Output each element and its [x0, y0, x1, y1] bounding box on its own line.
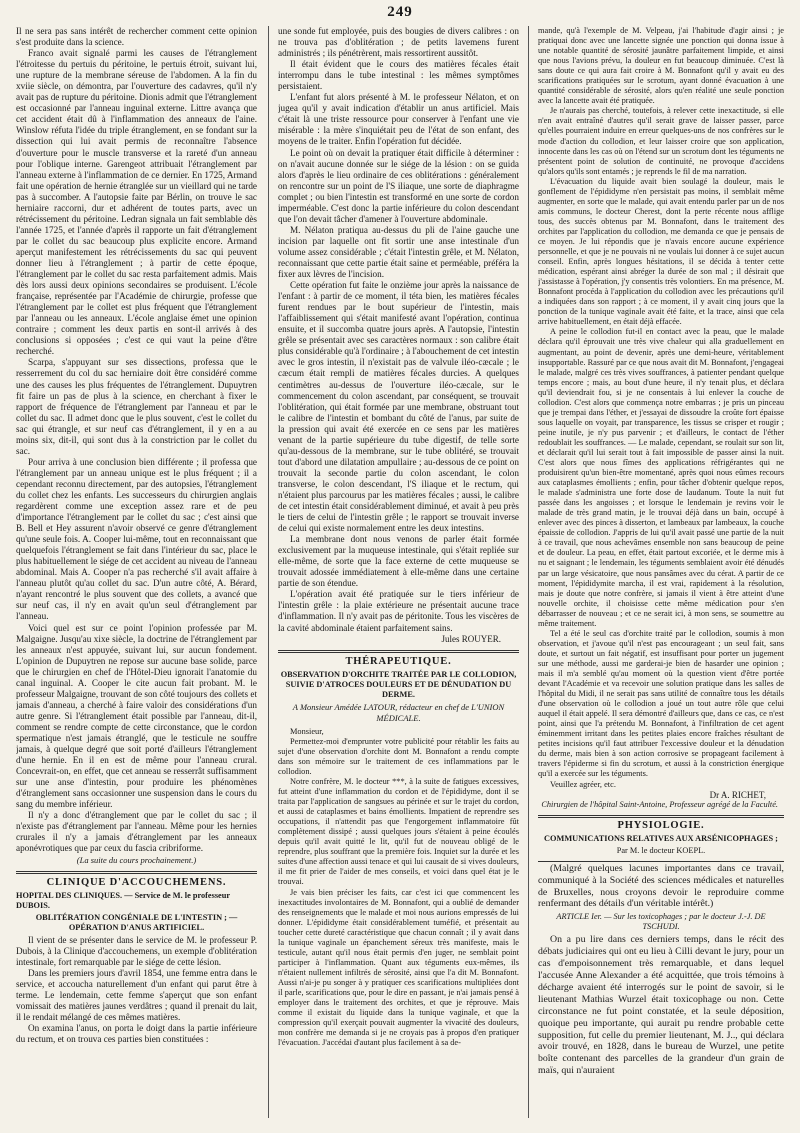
paragraph: Le point où on devait la pratiquer était difficile à déterminer : on n'avait aucune donnée sur le siége de la lésion : on se guida alors d'après le lieu ordinaire de ces oblitérations : généralement on rencontre sur un point de l'S iliaque, une sorte de diaphragme complet ; ou bien l'intestin est transformé en une sorte de cordon imperméable. C'est donc la partie inférieure du colon descendant que l'on devait tâcher d'amener à l'ouverture abdominale.	[278, 147, 519, 224]
paragraph: Il était évident que le cours des matières fécales était interrompu dans le tube intestinal : les mêmes symptômes persistaient.	[278, 59, 519, 92]
paragraph: Pour arriva à une conclusion bien différente ; il professa que l'étranglement par un anneau unique est le plus fréquent ; il a cependant reconnu directement, par des autopsies, l'étranglement du collet chez les enfants. Les successeurs du chirurgien anglais regardèrent comme une exception assez rare et de peu d'importance l'étranglement par le collet du sac ; c'est ainsi que B. Bell et Hey assurent n'avoir observé ce genre d'étranglement qu'une seule fois. A. Cooper lui-même, tout en reconnaissant que quelquefois l'étranglement se fait dans l'intérieur du sac, place le plus habituellement le siége de cet accident au niveau de l'anneau abdominal. Mais A. Cooper n'a pas recherché s'il avait affaire à l'anneau plutôt qu'au collet du sac. D'un autre côté, A. Bérard, n'ayant rencontré le plus souvent que des collets, a avancé que sur neuf cas, il n'y en avait qu'un seul d'étranglement par l'anneau.	[16, 456, 257, 622]
paragraph: une sonde fut employée, puis des bougies de divers calibres : on ne trouva pas d'oblitération ; de petits lavemens furent administrés ; ils pénétrèrent, mais ressortirent aussitôt.	[278, 26, 519, 59]
paragraph: On a pu lire dans ces derniers temps, dans le récit des débats judiciaires qui ont eu lieu à Cilli devant le jury, pour un cas d'empoisonnement très remarquable, et dans lequel l'accusée Anne Alexander a été acquittée, que trois témoins à décharge avaient été interrogés sur le point de savoir, si le lieutenant Mathias Wurzel était toxicophage ou non. Cette circonstance ne fut point constatée, et la seule déposition, quoique peu importante, qui aurait pu rendre probable cette supposition, fut celle du premier lieutenant, M. J.., qui déclara avoir trouvé, en 1828, dans le bureau de Wurzel, une petite boîte contenant des parcelles de la grandeur d'un grain de maïs, qui n'auraient	[538, 934, 784, 1077]
paragraph: Il ne sera pas sans intérêt de rechercher comment cette opinion s'est produite dans la science.	[16, 26, 257, 48]
column-1	[16, 26, 257, 1126]
author-title: Chirurgien de l'hôpital Saint-Antoine, Professeur agrégé de la Faculté.	[541, 799, 778, 809]
section-heading: THÉRAPEUTIQUE.	[345, 655, 452, 667]
article-subtitle: OBSERVATION D'ORCHITE TRAITÉE PAR LE COLLODION, SUIVIE D'ATROCES DOULEURS ET DE DÉNUDATION DU DERME.	[280, 669, 517, 699]
article-subtitle: COMMUNICATIONS RELATIVES AUX ARSÉNICOPHAGES ;	[544, 833, 778, 843]
section-heading: PHYSIOLOGIE.	[617, 819, 705, 831]
paragraph: Voici quel est sur ce point l'opinion professée par M. Malgaigne. Jusqu'au xixe siècle, la doctrine de l'étranglement par les anneaux n'est appuyée, suivant lui, sur aucun fondement. L'opinion de Dupuytren ne repose sur aucune base solide, parce que le chirurgien en chef de l'Hôtel-Dieu ignorait l'anatomie du canal inguinal. A. Cooper le cite aucun fait probant. M. le professeur Malgaigne, trouvant de son côté toujours des collets et jamais d'anneau, a cherché à faire valoir des considérations d'un autre genre. Si l'étranglement était possible par l'anneau, dit-il, comment se rendre compte de cette circonstance, que le cordon spermatique n'est jamais étranglé, que le testicule ne souffre jamais, à quelque degré que soit porté d'ailleurs l'étranglement d'une hernie. En il en est de même pour l'anneau crural. Concevrait-on, en effet, que cet anneau se resserrât suffisamment sur une anse d'intestin, pour produire les phénomènes d'étranglement sans occasionner une suspension dans le cours du sang du membre inférieur.	[16, 622, 257, 810]
paragraph: L'opération avait été pratiquée sur le tiers inférieur de l'intestin grêle : la plaie extérieure ne présentait aucune trace d'inflammation. Il n'y avait pas de péritonite. Tous les viscères de la cavité abdominale étaient parfaitement sains.	[278, 589, 519, 633]
column-3	[538, 26, 784, 1126]
paragraph: M. Nélaton pratiqua au-dessus du pli de l'aine gauche une incision par laquelle ont fit sortir une anse intestinale d'un volume assez considérable ; c'était l'intestin grêle, et M. Nélaton, reconnaissant que cette partie était saine et perméable, préféra la fixer aux lèvres de l'incision.	[278, 224, 519, 280]
section-divider	[538, 815, 784, 818]
paragraph: Notre confrère, M. le docteur ***, à la suite de fatigues excessives, fut atteint d'une inflammation du cordon et de l'épididyme, dont il se traita par l'application de sangsues au périnée et sur le trajet du cordon, et aussi de cataplasmes et bains émollients. Impatient de reprendre ses occupations, il n'attendit pas que l'engorgement inflammatoire fût complètement dissipé ; aussi quelques jours s'étaient à peine écoulés depuis qu'il avait quitté le lit, qu'il fut de nouveau obligé de le reprendre, plus souffrant que la première fois. Inquiet sur la durée et les suites d'une affection aussi tenace et qui lui causait de si vives douleurs, il me fit prier de l'aider de mes conseils, et voici dans quel état je le trouvai.	[278, 777, 519, 887]
paragraph: A peine le collodion fut-il en contact avec la peau, que le malade déclara qu'il éprouvait une très vive chaleur qui alla graduellement en augmentant, au point de devenir, après une demi-heure, véritablement insupportable. Rassuré par ce que nous avait dit M. Bonnafont, j'engageai le malade, malgré ces très vives souffrances, à patienter pendant quelque temps encore ; mais, au bout d'une heure, il n'y tenait plus, et déclara qu'il deviendrait fou, si je ne consentais à lui enlever la couche de collodion. C'est alors que commença notre embarras ; je pris un pinceau que je trempai dans l'éther, et j'essayai de dissoudre la croûte fort épaisse sous laquelle on voyait, par transparence, les tissus se crisper et rougir ; peine inutile, je n'y pus parvenir ; et d'ailleurs, le contact de l'éther redoublait les souffrances. — Le malade, cependant, se roulait sur son lit, et déclarait qu'il lui serait tout à fait impossible de passer ainsi la nuit. C'est alors que nous fîmes des applications réfrigérantes qui ne produisirent qu'un bien-être momentané, après quoi nous eûmes recours aux cataplasmes émollients ; enfin, pour tâcher d'obtenir quelque repos, le malade s'administra une forte dose de laudanum. Toute la nuit fut passée dans les angoisses ; et lorsque le lendemain je revins voir le malade de très grand matin, je le trouvai déjà dans un bain, occupé à enlever avec des pinces à disserton, et lambeaux par lambeaux, la couche épaissie de collodion. J'appris de lui qu'il avait passé une partie de la nuit à ce travail, que nous achevâmes ensemble non sans beaucoup de peine et de douleur. La peau, en effet, était partout excoriée, et le derme mis à nu et saignant ; le lendemain, les téguments semblaient avoir été dénudés par un large vésicatoire, que nous pansâmes avec du cérat. A partir de ce moment, l'épididymite marcha, il est vrai, rapidement à la résolution, mais je doute que notre confrère, si jamais il vient à être atteint d'une nouvelle orchite, il choisisse cette même médication pour s'en débarrasser de nouveau ; et ce ne serait ici, à mon sens, se soumettre au même traitement.	[538, 327, 784, 628]
paragraph: Monsieur,	[290, 726, 324, 736]
paragraph: Je n'aurais pas cherché, toutefois, à relever cette inexactitude, si elle n'en avait entraîné d'autres qu'il serait grave de laisser passer, parce qu'elles pourraient induire en erreur quelques-uns de nos confrères sur le mode d'action du collodion, et leur laisser croire que son application, innocente dans les cas où on l'étend sur un scrotum dont les téguments ne présentent point de solution de continuité, ne provoque d'accidens qu'alors qu'ils sont entamés ; je reprends le fil de ma narration.	[538, 106, 784, 176]
paragraph: Dans les premiers jours d'avril 1854, une femme entra dans le service, et accoucha naturellement d'un enfant qui parut être à terme. Le lendemain, cette femme s'aperçut que son enfant vomissait des matières jaunes verdâtres ; quand il prenait du lait, il le rendait mélangé de ces mêmes matières.	[16, 967, 257, 1022]
author-signature: Dr A. RICHET,	[709, 789, 766, 800]
paragraph: Cette opération fut faite le onzième jour après la naissance de l'enfant : à partir de ce moment, il téta bien, les matières fécales furent rendues par le bout supérieur de l'intestin, mais l'affaiblissement qui s'était manifesté avant l'opération, continua ensuite, et il succomba quatre jours après. A l'autopsie, l'intestin grêle se présentait avec ses caractères normaux : son calibre était plus considérable qu'à l'ordinaire ; à l'abouchement de cet intestin avec le gros intestin, il n'existait pas de valvule iléo-cæcale ; le cæcum était rempli de matières fécales durcies. A quelques centimètres au-dessus de l'ouverture iléo-cæcale, sur le commencement du colon ascendant, par conséquent, se trouvait l'oblitération, qui était formée par une membrane, obstruant tout le calibre de l'intestin et bombant du côté de l'anus, par suite de la pression qui avait été exercée en ce sens par les matières venant de la partie supérieure du tube digestif, de telle sorte qu'au-dessous de la membrane, sur le tube oblitéré, se trouvait tout d'abord une dilatation ampullaire ; au-dessous de ce point on trouvait la seconde partie du colon ascendant, le colon transverse, le colon descendant, l'S iliaque et le rectum, qui n'étaient plus parcourus par les matières fécales ; aussi, le calibre de cet intestin était considérablement diminué, et avait à peu près le tiers de celui de l'intestin grêle ; le rapport se trouvait inverse de celui qui existe normalement entre les deux intestins.	[278, 280, 519, 534]
column-rule	[528, 26, 529, 1118]
paragraph: Il vient de se présenter dans le service de M. le professeur P. Dubois, à la Clinique d'accouchemens, un exemple d'oblitération intestinale, fort remarquable par le siége de cette lésion.	[16, 934, 257, 967]
hospital-line: HOPITAL DES CLINIQUES. — Service de M. le professeur DUBOIS.	[16, 890, 230, 910]
continuation-note: (La suite du cours prochainement.)	[76, 854, 197, 865]
paragraph: Je vais bien préciser les faits, car c'est ici que commencent les inexactitudes involontaires de M. Bonnafont, qui a oublié de demander des renseignements que le malade et moi nous aurions empressés de lui donner. L'épididyme était considérablement tuméfié, et présentait au toucher cette dureté caractéristique que chacun connaît ; il y avait dans la tunique vaginale un épanchement séreux très manifeste, mais le testicule, autant qu'il nous était permis d'en juger, ne semblait point participer à l'inflammation. Quant aux téguments eux-mêmes, ils n'étaient nullement infiltrés de sérosité, ainsi que l'a dit M. Bonnafont. Aussi n'ai-je pu songer à y pratiquer ces scarifications multipliées dont il parle, scarifications que, pour le dire en passant, je n'ai jamais pensé à employer dans le traitement des orchites, et que je réprouve. Mais comme il existait du liquide dans la tunique vaginale, et que la compression qu'il exerçait pouvait augmenter la vivacité des douleurs, mon confrère me demanda si je ne croyais pas à propos d'en pratiquer l'évacuation. J'accédai d'autant plus facilement à sa de-	[278, 887, 519, 1048]
paragraph: On examina l'anus, on porta le doigt dans la partie inférieure du rectum, et on trouva ces parties bien constituées :	[16, 1022, 257, 1045]
paragraph: Il n'y a donc d'étranglement que par le collet du sac ; il n'existe pas d'étranglement par l'anneau. Même pour les hernies crurales il n'y a jamais d'étranglement par les anneaux aponévrotiques que par ceux du fascia cribriforme.	[16, 810, 257, 854]
article-byline: Par M. le docteur KOEPL.	[616, 845, 706, 855]
paragraph: Veuillez agréer, etc.	[550, 779, 616, 789]
letter-body	[278, 727, 519, 1049]
divider	[538, 861, 784, 862]
article-heading: ARTICLE Ier. — Sur les toxicophages ; par le docteur J.-J. DE TSCHUDI.	[556, 912, 766, 932]
author-signature: Jules ROUYER.	[441, 633, 501, 644]
paragraph: mande, qu'à l'exemple de M. Velpeau, j'ai l'habitude d'agir ainsi ; je pratiquai donc avec une lancette signée une ponction qui donna issue à une notable quantité de sérosité jaunâtre parfaitement limpide, et ainsi que nous l'avions prévu, la douleur en fut beaucoup diminuée. C'est là sans doute ce qui aura fait croire à M. Bonnafont qu'il y avait eu des scarifications pratiquées sur le scrotum, ayant donné évacuation à une quantité considérable de sérosité, alors qu'en réalité une seule ponction avec la lancette avait été pratiquée.	[538, 26, 784, 106]
section-divider	[16, 871, 257, 874]
article-subtitle: OBLITÉRATION CONGÉNIALE DE L'INTESTIN ; — OPÉRATION D'ANUS ARTIFICIEL.	[35, 912, 238, 932]
paragraph: Scarpa, s'appuyant sur ses dissections, professa que le resserrement du col du sac herniaire doit être considéré comme une des causes les plus fréquentes de l'étranglement. Dupuytren fit faire un pas de plus à la science, en cherchant à fixer le rapport de fréquence de l'étranglement par l'anneau et par le collet du sac. Il admet donc que le plus souvent, c'est le collet du sac qui étrangle, et sur neuf cas d'étranglement, il y en a au moins six, dit-il, qui sont dus à la constriction par le collet du sac.	[16, 357, 257, 456]
section-divider	[278, 650, 519, 653]
column-2	[278, 26, 519, 1126]
paragraph: Franco avait signalé parmi les causes de l'étranglement l'étroitesse du pertuis du péritoine, le pertuis étroit, suivant lui, une rupture de la membrane séreuse de l'abdomen. A la fin du xviie siècle, on démontra, par l'ouverture des cadavres, qu'il n'y avait pas de rupture du péritoine. Dionis admit que l'étranglement est occasionné par l'anneau inguinal externe. Littre avança que cet accident était dû à l'inflammation des anneaux de l'aine. Winslow réfuta l'idée du triple étranglement, en se fondant sur la dissection qui lui avait permis de reconnaître l'absence d'ouverture pour le muscle transverse et la rareté d'un anneau pour l'oblique interne. Garengeot attribuait l'étranglement par l'anneau externe à l'inflammation de ce dernier. En 1725, Armand fait une opération de hernie étranglée sur un vieillard qui ne tarde pas à succomber. A l'autopsie faite par Bérlin, on trouve le sac herniaire raccorni, dur et adhérent de toutes parts, avec un rétrécissement du péritoine. Ledran signala un fait semblable dès l'année 1725, et l'année d'après il rapporte un fait d'étranglement par le collet du sac beaucoup plus explicite encore. Armand aperçut manifestement les rétrécissements du sac qui peuvent donner lieu à l'étranglement ; à partir de cette époque, l'étranglement par le collet du sac resta parfaitement admis. Mais dès lors aussi deux opinions secondaires se produisent. L'école française, représentée par l'Académie de chirurgie, professe que l'étranglement par le collet est plus fréquent que l'étranglement par l'anneau ou les anneaux. L'école anglaise émet une opinion contraire ; comment les deux partis en sont-il arrivés à des conclusions si opposées ; c'est ce qui vaut la peine d'être recherché.	[16, 48, 257, 357]
paragraph: Permettez-moi d'emprunter votre publicité pour rétablir les faits au sujet d'une observation d'orchite dont M. Bonnafont a rendu compte dans son mémoire sur le traitement de ces inflammations par le collodion.	[278, 736, 519, 776]
paragraph: La membrane dont nous venons de parler était formée exclusivement par la muqueuse intestinale, qui s'était repliée sur elle-même, de sorte que la face externe de cette muqueuse se trouvait adossée immédiatement à elle-même dans une certaine partie de son étendue.	[278, 534, 519, 589]
dedication: A Monsieur Amédée LATOUR, rédacteur en chef de L'UNION MÉDICALE.	[292, 701, 505, 723]
column-rule	[268, 26, 269, 1118]
editor-note: (Malgré quelques lacunes importantes dans ce travail, communiqué à la Société des sciences médicales et naturelles de Bruxelles, nous croyons devoir le reproduire comme renfermant des détails d'un véritable intérêt.)	[538, 862, 784, 910]
page-number: 249	[387, 4, 413, 20]
paragraph: Tel a été le seul cas d'orchite traité par le collodion, soumis à mon observation, et j'avoue qu'il n'est pas encourageant ; un seul fait, sans doute, et surtout un fait négatif, est insuffisant pour porter un jugement sur une méthode, aussi me garderai-je bien de hasarder une opinion ; mais il m'a semblé qu'au moment où la question vient d'être portée devant l'Académie et va recevoir une solution pratique dans les salles de l'hôpital du Midi, il ne serait pas sans utilité de connaître tous les détails d'une observation où le collodion a joué un tout autre rôle que celui auquel il était appelé. Il sera démontré d'ailleurs que, dans ce cas, ce n'est point, ainsi que l'a prétendu M. Bonnafont, à l'infiltration de cet agent éminemment irritant dans les petites plaies encore fraîches résultant de petites incisions qu'il faut attribuer l'excessive douleur et la dénudation du derme, mais bien à son action corrosive se propageant facilement à travers l'épiderme si fin du scrotum, et aussi à la constriction énergique qu'il a exercée sur les téguments.	[538, 628, 784, 779]
paragraph: L'évacuation du liquide avait bien soulagé la douleur, mais le gonflement de l'épididyme n'en persistait pas moins, il semblait même augmenter, en sorte que le malade, qui avait entendu parler par un de nos amis communs, le docteur Cherest, dont la perte récente nous afflige tous, des succès obtenus par M. Bonnafont, dans le traitement des orchites par l'application du collodion, me demanda ce que je pensais de ce moyen. Je lui répondis que je n'avais encore aucune expérience personnelle, et que je ne pouvais ni ne voulais lui donner à ce sujet aucun conseil. Enfin, après longues hésitations, il se décida à tenter cette médication, espérant ainsi abréger la durée de son mal ; il désirait que j'assistasse à l'opération, j'y consentis très volontiers. En ma présence, M. Bonnafont procéda à l'application du collodion avec les précautions qu'il a indiquées dans son rapport ; à ce moment, il y avait cinq jours que la ponction de la tunique vaginale avait été faite, et la trace, ainsi que cela arrive habituellement, en était déjà effacée.	[538, 176, 784, 327]
paragraph: L'enfant fut alors présenté à M. le professeur Nélaton, et on jugea qu'il y avait indication d'établir un anus artificiel. Mais c'était là une triste ressource pour conserver à l'enfant une vie misérable : la mère s'inquiétait peu de l'état de son enfant, des moyens de le traiter. Enfin l'opération fut décidée.	[278, 92, 519, 147]
section-heading: CLINIQUE D'ACCOUCHEMENS.	[46, 876, 227, 888]
